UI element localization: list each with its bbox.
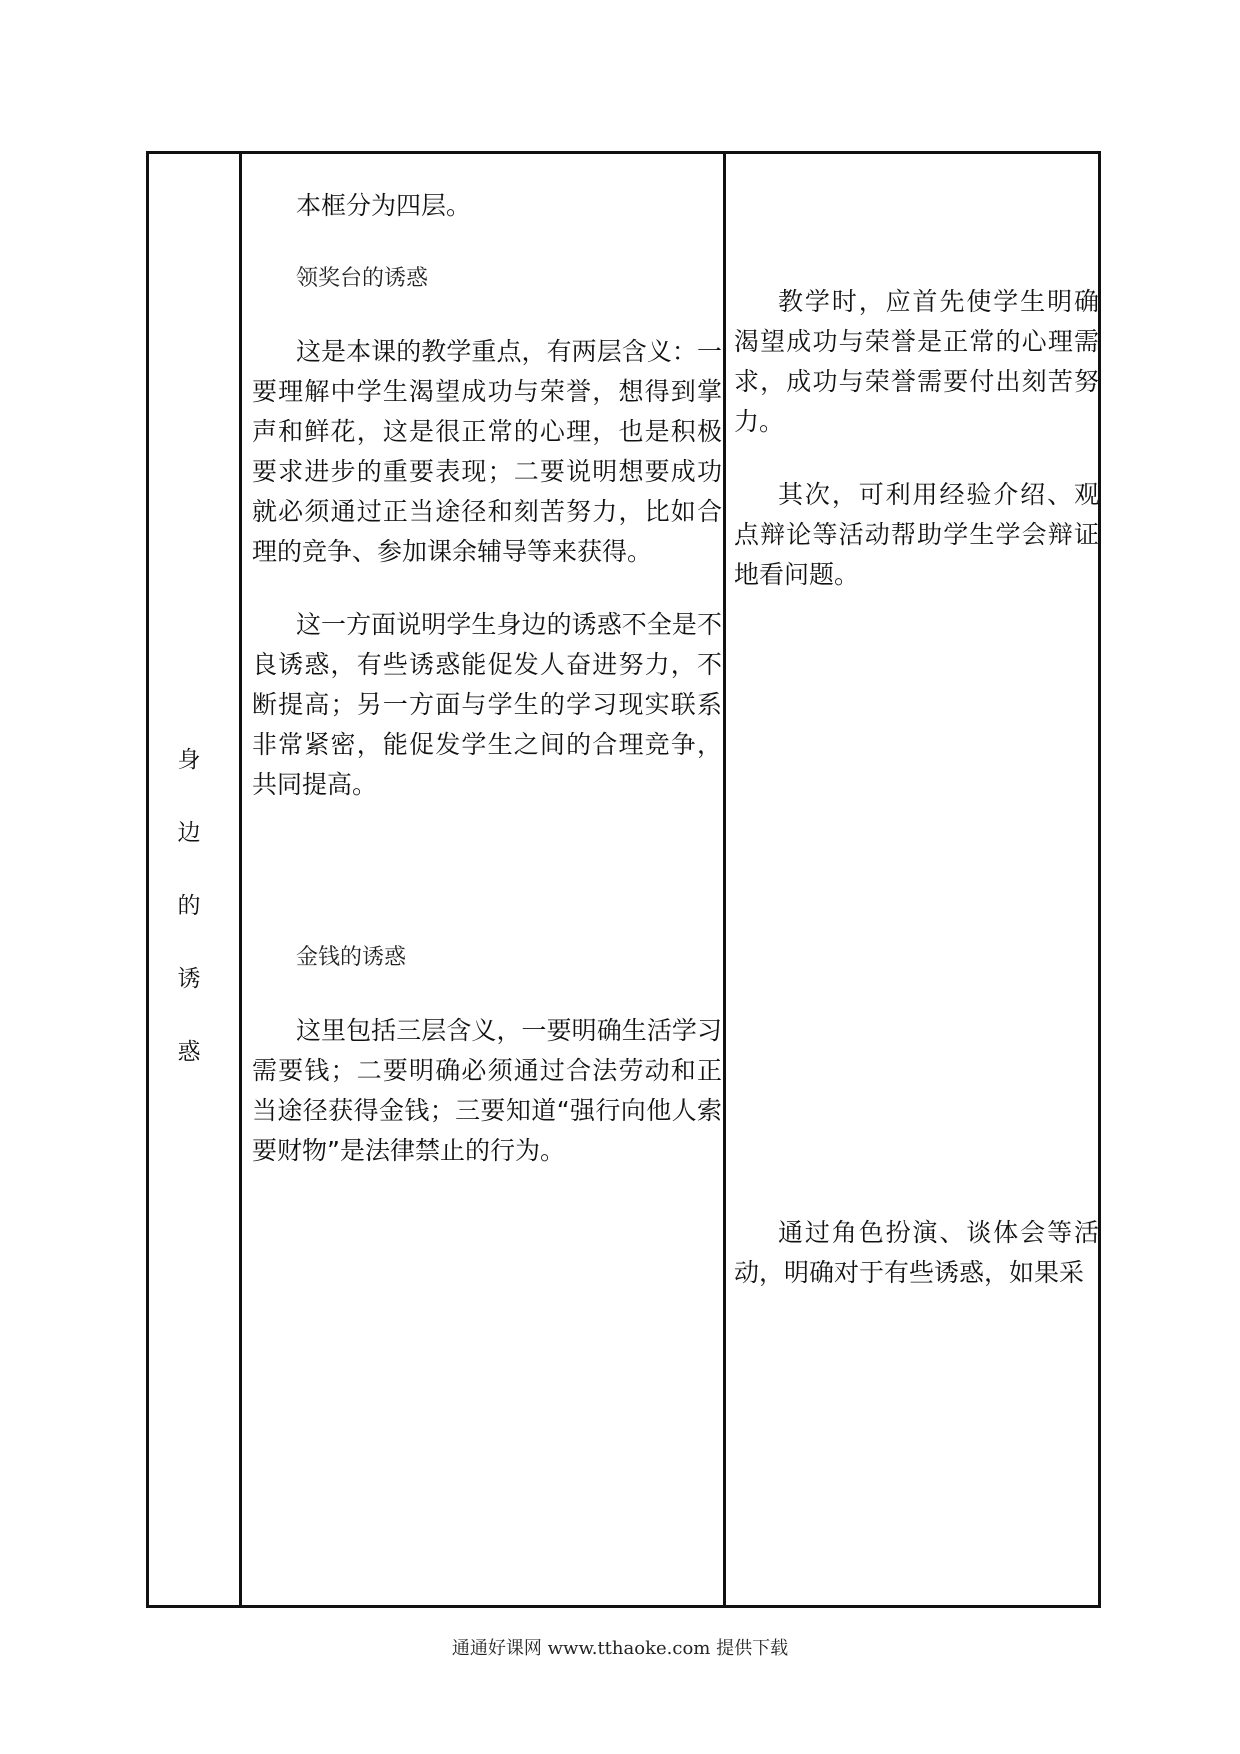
lesson-table <box>146 151 1101 1608</box>
notes-column <box>734 282 1099 1326</box>
note-paragraph-3: 通过角色扮演、谈体会等活动，明确对于有些诱惑，如果采 <box>734 1218 1099 1287</box>
column-divider-1 <box>239 154 242 1605</box>
intro-text: 本框分为四层。 <box>296 191 472 220</box>
section-podium-paragraph-1: 这是本课的教学重点，有两层含义：一要理解中学生渴望成功与荣誉，想得到掌声和鲜花，这是很正常的心理，也是积极要求进步的重要表现；二要说明想要成功就必须通过正当途径和刻苦努力，比如合理的竞争、参加课余辅导等来获得。 <box>252 337 722 566</box>
section-title-podium: 领奖台的诱惑 <box>296 266 429 291</box>
content-column <box>252 186 722 1204</box>
topic-char: 边 <box>177 820 201 846</box>
topic-char: 诱 <box>177 966 201 992</box>
page-footer: 通通好课网 www.tthaoke.com 提供下载 <box>451 1638 789 1659</box>
topic-column <box>159 724 219 1089</box>
section-podium-paragraph-2: 这一方面说明学生身边的诱惑不全是不良诱惑，有些诱惑能促发人奋进努力，不断提高；另一方面与学生的学习现实联系非常紧密，能促发学生之间的合理竞争，共同提高。 <box>252 610 722 799</box>
topic-char: 惑 <box>177 1039 201 1065</box>
section-money-paragraph-1: 这里包括三层含义，一要明确生活学习需要钱；二要明确必须通过合法劳动和正当途径获得金钱；三要知道“强行向他人索要财物”是法律禁止的行为。 <box>252 1016 722 1165</box>
section-title-money: 金钱的诱惑 <box>296 945 407 970</box>
topic-char: 身 <box>177 747 201 773</box>
note-paragraph-2: 其次，可利用经验介绍、观点辩论等活动帮助学生学会辩证地看问题。 <box>734 480 1099 589</box>
topic-char: 的 <box>177 893 201 919</box>
column-divider-2 <box>723 154 726 1605</box>
note-paragraph-1: 教学时，应首先使学生明确渴望成功与荣誉是正常的心理需求，成功与荣誉需要付出刻苦努力。 <box>734 287 1099 436</box>
